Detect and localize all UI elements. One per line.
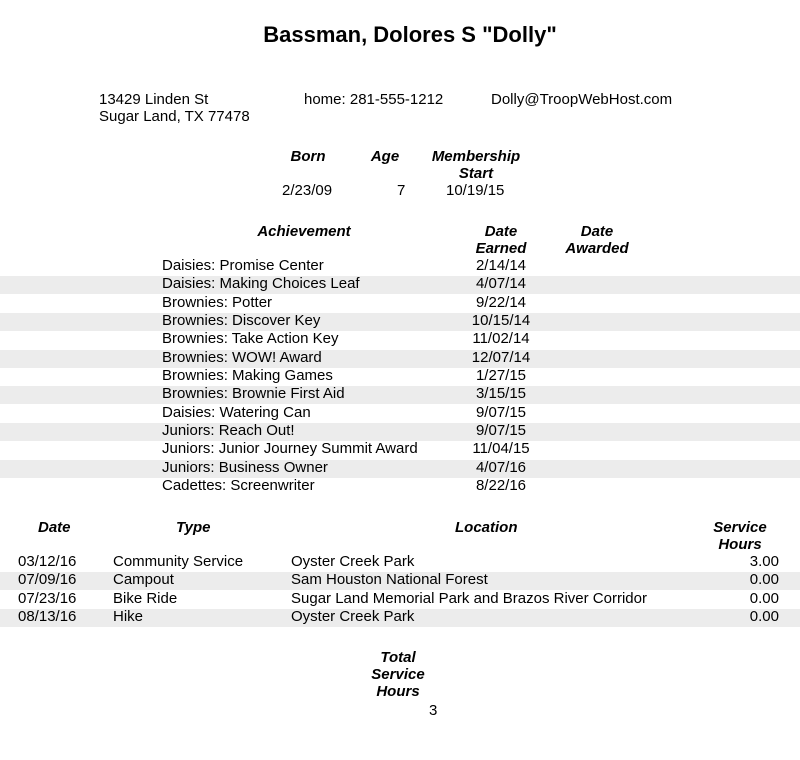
service-hours: 0.00 — [749, 571, 779, 588]
achievement-date-earned: 3/15/15 — [475, 385, 527, 402]
achievement-name: Daisies: Making Choices Leaf — [162, 275, 360, 292]
membership-start-header — [426, 148, 526, 182]
service-hours: 3.00 — [749, 553, 779, 570]
date-earned-header — [468, 223, 534, 257]
service-type: Hike — [113, 608, 144, 625]
service-date: 07/09/16 — [18, 571, 77, 588]
service-location: Sugar Land Memorial Park and Brazos River Corridor — [291, 590, 647, 607]
achievement-name: Brownies: Discover Key — [162, 312, 321, 329]
achievement-date-earned: 9/07/15 — [475, 422, 527, 439]
membership-header-line1: Membership — [431, 148, 521, 165]
row-stripe — [0, 460, 800, 478]
total-header-line2: Service — [371, 666, 425, 683]
membership-header-line2: Start — [458, 165, 494, 182]
achievement-date-earned: 4/07/14 — [475, 275, 527, 292]
date-earned-header-line1: Date — [484, 223, 518, 240]
achievement-date-earned: 9/07/15 — [475, 404, 527, 421]
achievement-name: Brownies: Making Games — [162, 367, 333, 384]
service-location-header: Location — [455, 519, 518, 536]
service-date-header: Date — [38, 519, 71, 536]
service-hours-header-line1: Service — [713, 519, 767, 536]
achievement-date-earned: 9/22/14 — [475, 294, 527, 311]
achievement-name: Juniors: Junior Journey Summit Award — [162, 440, 418, 457]
born-header: Born — [290, 148, 326, 165]
date-awarded-header-line1: Date — [580, 223, 614, 240]
age-header: Age — [370, 148, 400, 165]
achievement-name: Daisies: Watering Can — [162, 404, 311, 421]
service-location: Oyster Creek Park — [291, 608, 415, 625]
service-type: Campout — [113, 571, 174, 588]
date-awarded-header — [560, 223, 634, 257]
row-stripe — [0, 276, 800, 294]
born-value: 2/23/09 — [282, 182, 333, 199]
achievement-date-earned: 12/07/14 — [471, 349, 531, 366]
achievement-date-earned: 1/27/15 — [475, 367, 527, 384]
service-date: 07/23/16 — [18, 590, 77, 607]
service-location: Oyster Creek Park — [291, 553, 415, 570]
service-type-header: Type — [176, 519, 211, 536]
achievement-name: Brownies: Take Action Key — [162, 330, 339, 347]
service-type: Community Service — [113, 553, 244, 570]
email-address: Dolly@TroopWebHost.com — [491, 91, 673, 108]
total-header-line1: Total — [380, 649, 416, 666]
achievement-date-earned: 8/22/16 — [475, 477, 527, 494]
achievement-header: Achievement — [257, 223, 351, 240]
age-value: 7 — [397, 182, 406, 199]
achievement-name: Brownies: Brownie First Aid — [162, 385, 345, 402]
service-date: 03/12/16 — [18, 553, 77, 570]
address-line1: 13429 Linden St — [99, 91, 209, 108]
row-stripe — [0, 386, 800, 404]
service-location: Sam Houston National Forest — [291, 571, 488, 588]
total-service-hours-header — [356, 649, 440, 700]
achievement-name: Brownies: WOW! Award — [162, 349, 322, 366]
achievement-name: Juniors: Business Owner — [162, 459, 328, 476]
row-stripe — [0, 350, 800, 368]
achievement-date-earned: 10/15/14 — [471, 312, 531, 329]
service-hours: 0.00 — [749, 608, 779, 625]
row-stripe — [0, 313, 800, 331]
home-phone: home: 281-555-1212 — [304, 91, 444, 108]
service-hours-header-line2: Hours — [718, 536, 762, 553]
achievement-date-earned: 11/02/14 — [472, 330, 530, 347]
achievement-date-earned: 2/14/14 — [475, 257, 527, 274]
total-service-hours-value: 3 — [429, 702, 438, 719]
service-type: Bike Ride — [113, 590, 178, 607]
membership-start-value: 10/19/15 — [446, 182, 505, 199]
achievement-name: Cadettes: Screenwriter — [162, 477, 315, 494]
address-line2: Sugar Land, TX 77478 — [99, 108, 250, 125]
service-hours-header — [704, 519, 776, 553]
service-hours: 0.00 — [749, 590, 779, 607]
achievement-name: Daisies: Promise Center — [162, 257, 324, 274]
achievement-date-earned: 11/04/15 — [472, 440, 530, 457]
row-stripe — [0, 423, 800, 441]
total-header-line3: Hours — [376, 683, 420, 700]
achievement-date-earned: 4/07/16 — [475, 459, 527, 476]
date-earned-header-line2: Earned — [475, 240, 527, 257]
achievement-name: Brownies: Potter — [162, 294, 273, 311]
service-date: 08/13/16 — [18, 608, 77, 625]
page-title: Bassman, Dolores S "Dolly" — [263, 22, 557, 47]
date-awarded-header-line2: Awarded — [565, 240, 629, 257]
achievement-name: Juniors: Reach Out! — [162, 422, 295, 439]
